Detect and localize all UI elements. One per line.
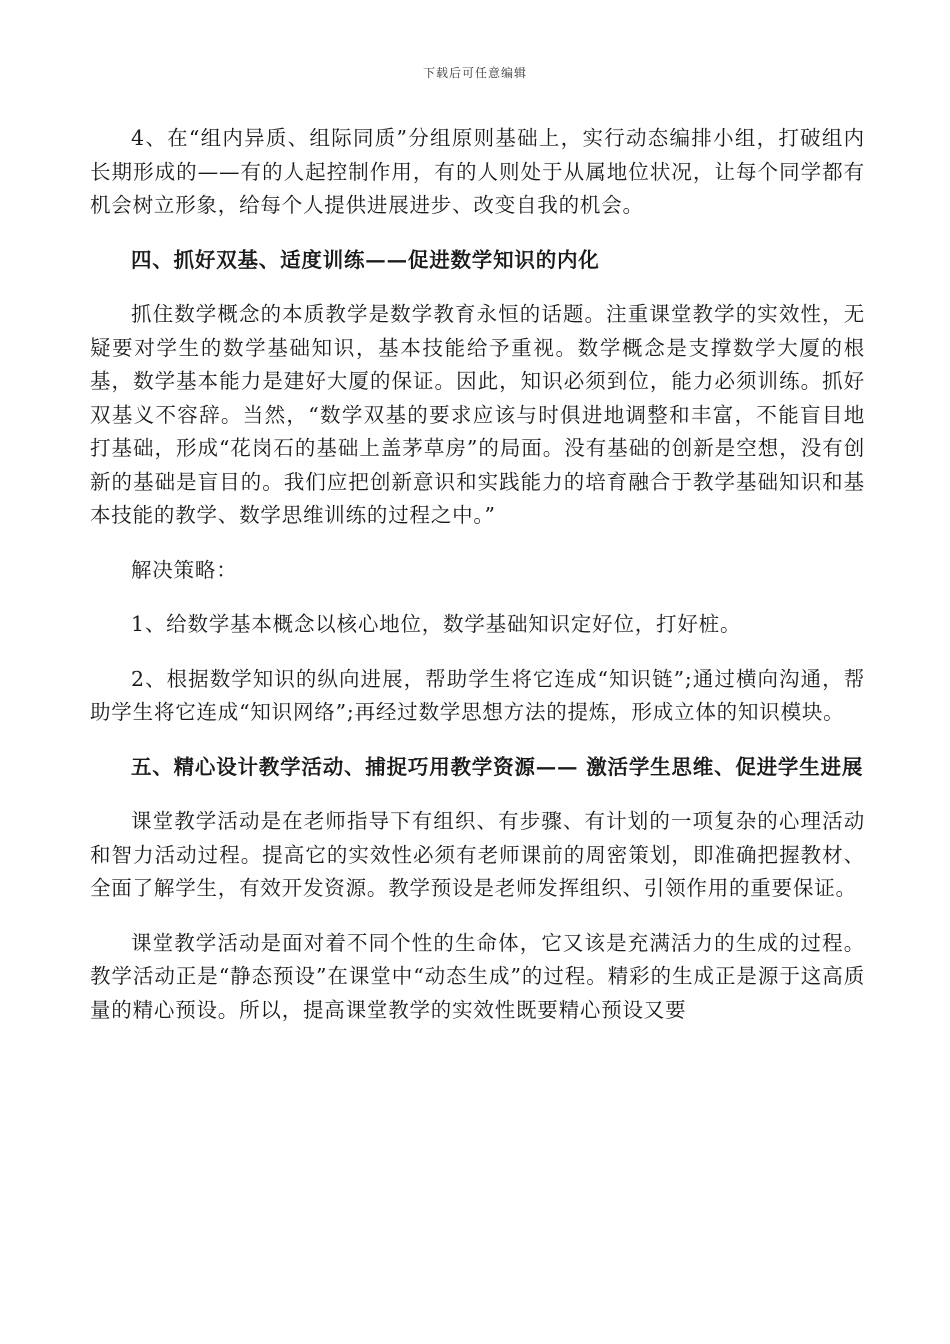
section-heading-five: 五、精心设计教学活动、捕捉巧用教学资源—— 激活学生思维、促进学生进展 (131, 754, 864, 779)
spacer (90, 587, 865, 608)
spacer (90, 533, 865, 554)
header-note: 下载后可任意编辑 (422, 66, 527, 80)
paragraph-grouping-principle: 4、在“组内异质、组际同质”分组原则基础上，实行动态编排小组，打破组内长期形成的——有的人起控制作用，有的人则处于从属地位状况，让每个同学都有机会树立形象，给每个人提供进展进步、改变自我的机会。 (90, 126, 865, 217)
paragraph-strategy-two: 2、根据数学知识的纵向进展，帮助学生将它连成“知识链”;通过横向沟通，帮助学生将它连成“知识网络”;再经过数学思想方法的提炼，形成立体的知识模块。 (90, 666, 865, 724)
paragraph-strategy-one: 1、给数学基本概念以核心地位，数学基础知识定好位，打好桩。 (131, 612, 742, 636)
document-body (90, 122, 865, 1027)
spacer (90, 906, 865, 927)
paragraph-strategy-label: 解决策略： (131, 557, 238, 582)
section-heading-four: 四、抓好双基、适度训练——促进数学知识的内化 (131, 247, 600, 272)
spacer (90, 642, 865, 663)
paragraph-dynamic-generation: 课堂教学活动是面对着不同个性的生命体，它又该是充满活力的生成的过程。教学活动正是“静态预设”在课堂中“动态生成”的过程。精彩的生成正是源于这高质量的精心预设。所以，提高课堂教学的实效性既要精心预设又要 (90, 930, 865, 1022)
paragraph-concept-teaching: 抓住数学概念的本质教学是数学教育永恒的话题。注重课堂教学的实效性，无疑要对学生的数学基础知识，基本技能给予重视。数学概念是支撑数学大厦的根基，数学基本能力是建好大厦的保证。因此，知识必须到位，能力必须训练。抓好双基义不容辞。当然，“数学双基的要求应该与时俱进地调整和丰富，不能盲目地打基础，形成“花岗石的基础上盖茅草房”的局面。没有基础的创新是空想，没有创新的基础是盲目的。我们应把创新意识和实践能力的培育融合于教学基础知识和基本技能的教学、数学思维训练的过程之中。” (90, 302, 865, 527)
spacer (90, 277, 865, 298)
paragraph-classroom-activity: 课堂教学活动是在老师指导下有组织、有步骤、有计划的一项复杂的心理活动和智力活动过程。提高它的实效性必须有老师课前的周密策划，即准确把握教材、全面了解学生，有效开发资源。教学预设是老师发挥组织、引领作用的重要保证。 (90, 809, 865, 900)
spacer (90, 223, 865, 244)
spacer (90, 730, 865, 751)
spacer (90, 784, 865, 805)
